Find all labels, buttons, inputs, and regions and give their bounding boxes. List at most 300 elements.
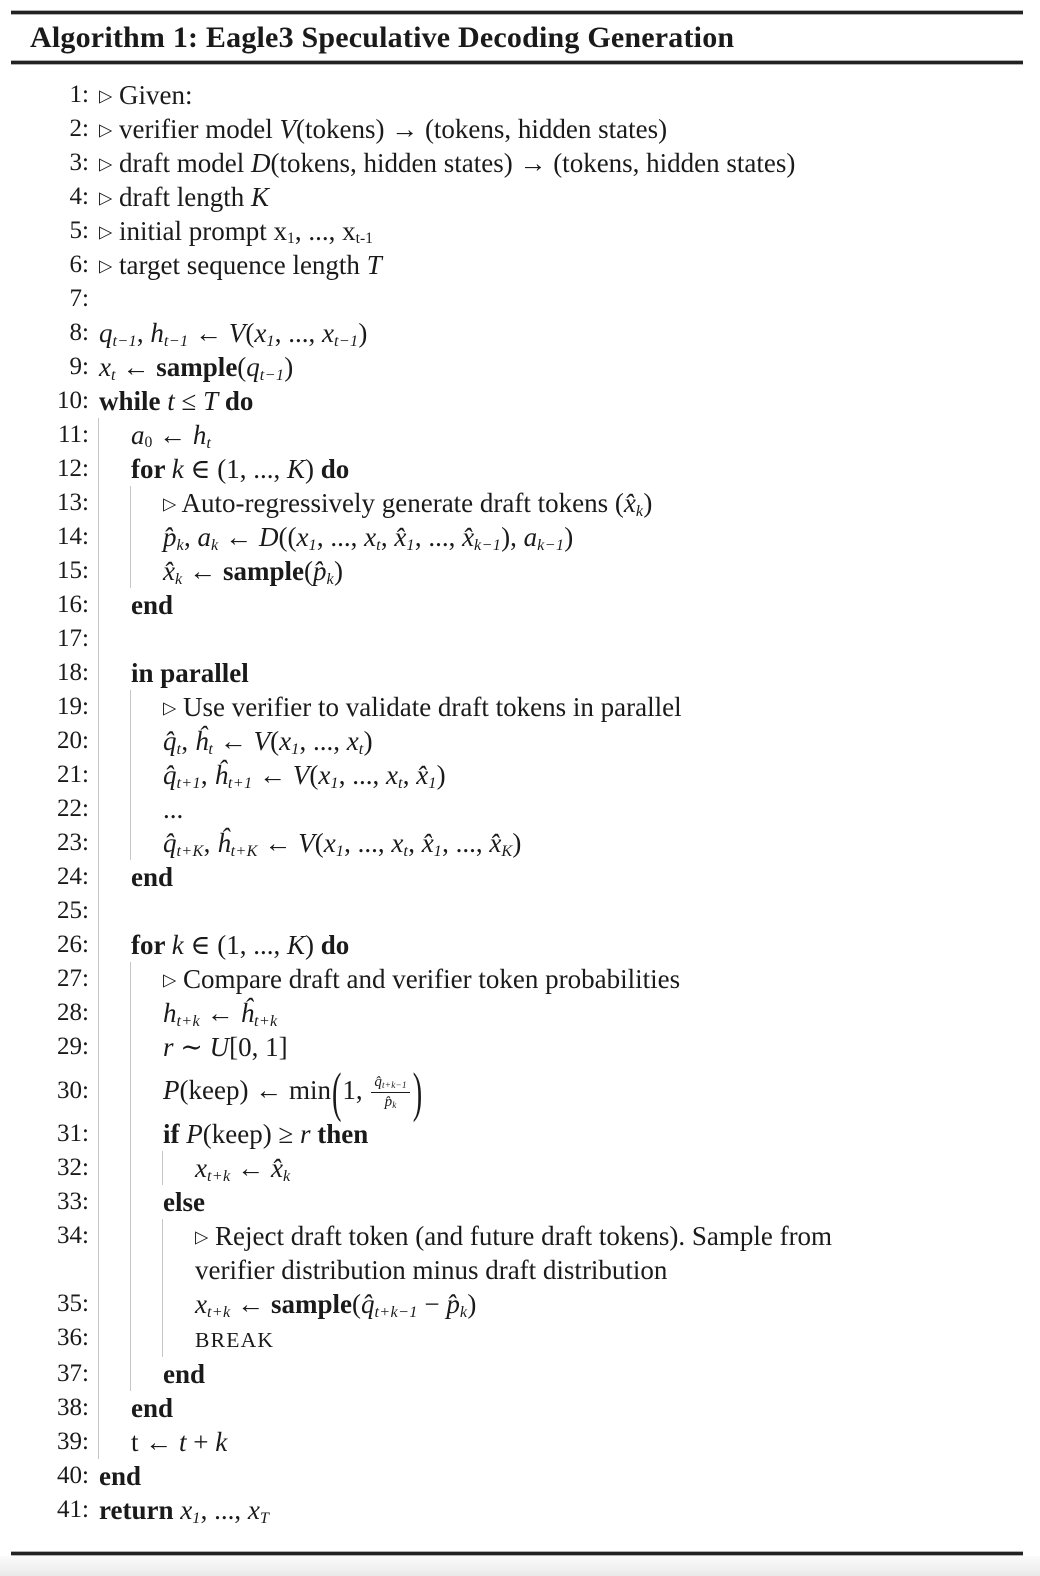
text-segment: x	[247, 1495, 260, 1525]
line-number: 3:	[69, 149, 89, 176]
text-segment: x	[195, 1153, 207, 1183]
line-number: 9:	[69, 353, 89, 380]
algorithm-line	[11, 1063, 1023, 1125]
text-segment: x̂	[394, 522, 407, 552]
text-segment: while	[99, 386, 168, 416]
text-segment: k	[392, 1100, 397, 1111]
line-content	[185, 1151, 1023, 1185]
line-content	[89, 350, 1023, 384]
text-segment: x̂	[421, 828, 434, 858]
indent-guide	[89, 588, 121, 622]
line-content	[153, 554, 1023, 588]
text-segment: q̂	[163, 760, 177, 790]
text-segment: t−1	[163, 331, 189, 350]
text-segment: ←	[218, 522, 259, 552]
indent-guide	[89, 1219, 121, 1253]
text-segment: (	[237, 352, 247, 382]
text-segment: D	[259, 522, 279, 552]
text-segment: if	[163, 1119, 187, 1149]
text-segment: ,	[200, 760, 215, 790]
comment-triangle-icon: ▷	[99, 86, 113, 107]
fraction	[371, 1074, 409, 1111]
indent-guide	[89, 894, 121, 928]
text-segment: )	[564, 522, 574, 552]
text-segment: a	[197, 522, 211, 552]
indent-guide	[89, 554, 121, 588]
line-number: 17:	[57, 625, 89, 652]
algorithm-line	[11, 282, 1023, 316]
text-segment: r	[163, 1032, 174, 1062]
text-segment: )	[643, 488, 653, 518]
text-segment: ←	[115, 352, 157, 382]
text-segment: V	[253, 726, 271, 756]
text-segment: k	[171, 930, 184, 960]
comment-triangle-icon: ▷	[99, 222, 113, 243]
indent-guide	[89, 1117, 121, 1151]
text-segment: t+k	[176, 1011, 201, 1030]
text-segment: for	[131, 930, 172, 960]
indent-guide	[89, 486, 121, 520]
text-segment: D	[251, 148, 271, 178]
line-number: 36:	[57, 1324, 89, 1351]
comment-triangle-icon: ▷	[99, 120, 113, 141]
indent-guide	[121, 554, 153, 588]
line-content	[89, 180, 1023, 214]
text-segment: ĥ	[194, 726, 209, 756]
text-segment: initial prompt x	[112, 216, 288, 246]
line-number: 26:	[57, 931, 89, 958]
text-segment: +	[186, 1427, 216, 1457]
line-content	[121, 928, 1023, 962]
text-segment: do	[320, 454, 350, 484]
text-segment: k	[171, 454, 184, 484]
text-segment: verifier model	[112, 114, 280, 144]
line-number: 21:	[57, 761, 89, 788]
algorithm-line	[11, 1117, 1023, 1151]
text-segment: t+k−1	[381, 1080, 407, 1091]
line-number: 32:	[57, 1154, 89, 1181]
line-content	[185, 1321, 1023, 1357]
text-segment: )	[467, 1289, 477, 1319]
text-segment: , ...,	[200, 1495, 248, 1525]
text-segment: ←	[230, 1289, 271, 1319]
line-content	[153, 520, 1023, 554]
text-segment: else	[163, 1187, 205, 1217]
text-segment: k	[211, 535, 219, 554]
line-content	[153, 996, 1023, 1030]
indent-guide	[121, 826, 153, 860]
indent-guide	[153, 1253, 185, 1287]
line-content	[185, 1253, 1023, 1287]
text-segment: t+1	[176, 773, 201, 792]
line-number: 14:	[57, 523, 89, 550]
line-number: 8:	[69, 319, 89, 346]
line-number: 37:	[57, 1360, 89, 1387]
text-segment: P	[186, 1119, 203, 1149]
line-content	[153, 1117, 1023, 1151]
text-segment: (keep) ≥	[202, 1119, 301, 1149]
indent-guide	[121, 1321, 153, 1357]
line-number: 2:	[69, 115, 89, 142]
text-segment: q	[246, 352, 260, 382]
text-segment: ←	[182, 556, 223, 586]
text-segment: do	[224, 386, 254, 416]
text-segment: x	[180, 1495, 193, 1525]
text-segment: 1	[330, 773, 339, 792]
algorithm-line	[11, 826, 1023, 860]
line-content	[89, 112, 1023, 146]
text-segment: )	[333, 556, 343, 586]
text-segment: ←	[213, 726, 254, 756]
algorithm-line	[11, 996, 1023, 1030]
text-segment: ←	[200, 998, 241, 1028]
indent-guide	[89, 418, 121, 452]
text-segment: sample	[156, 352, 238, 382]
text-segment: ←	[188, 318, 229, 348]
text-segment: then	[317, 1119, 369, 1149]
line-content	[89, 282, 1023, 316]
text-segment: V	[292, 760, 310, 790]
text-segment: q̂	[163, 726, 177, 756]
text-segment: (tokens, hidden states) → (tokens, hidden states)	[270, 148, 796, 178]
text-segment: P	[163, 1075, 180, 1105]
line-content: P(keep) ← min(1, $\frac{q̂t+k-1}{p̂k}$ )	[163, 1063, 423, 1125]
text-segment: ,	[136, 318, 151, 348]
line-number: 5:	[69, 217, 89, 244]
text-segment: , ..., x	[294, 216, 356, 246]
text-segment: Auto-regressively generate draft tokens (	[176, 488, 624, 518]
text-segment: 1,	[342, 1075, 370, 1105]
line-content	[153, 758, 1023, 792]
line-content	[153, 486, 1023, 520]
line-content	[121, 1391, 1023, 1425]
line-number: 38:	[57, 1394, 89, 1421]
comment-triangle-icon: ▷	[99, 154, 113, 175]
text-segment: p̂	[446, 1289, 460, 1319]
text-segment: x̂	[416, 760, 429, 790]
text-segment: p̂	[163, 522, 177, 552]
line-number: 24:	[57, 863, 89, 890]
line-number: 1:	[69, 81, 89, 108]
line-number: 23:	[57, 829, 89, 856]
comment-triangle-icon: ▷	[99, 188, 113, 209]
algorithm-line	[11, 452, 1023, 486]
text-segment: Use verifier to validate draft tokens in parallel	[176, 692, 682, 722]
algorithm-line	[11, 928, 1023, 962]
algorithm-line	[11, 1357, 1023, 1391]
text-segment: draft model	[112, 148, 251, 178]
line-content	[153, 792, 1023, 826]
line-content	[185, 1287, 1023, 1321]
text-segment: 0	[144, 434, 153, 452]
line-number: 40:	[57, 1462, 89, 1489]
text-segment: 1	[308, 535, 317, 554]
line-number: 35:	[57, 1290, 89, 1317]
text-segment: t	[179, 1427, 187, 1457]
text-segment: , ...,	[344, 828, 392, 858]
line-content	[121, 656, 1023, 690]
text-segment: t	[397, 773, 403, 792]
line-number: 31:	[57, 1120, 89, 1147]
indent-guide	[121, 962, 153, 996]
line-content	[121, 860, 1023, 894]
text-segment: ∈ (1, ...,	[183, 930, 287, 960]
indent-guide	[89, 622, 121, 656]
line-number: 10:	[57, 387, 89, 414]
algorithm-line	[11, 486, 1023, 520]
indent-guide	[121, 1030, 153, 1064]
text-segment: k−1	[474, 535, 502, 554]
indent-guide	[89, 1321, 121, 1357]
indent-guide	[121, 1253, 153, 1287]
text-segment: (	[309, 760, 319, 790]
text-segment: t−1	[112, 331, 137, 350]
text-segment: end	[163, 1359, 206, 1389]
text-segment: t	[206, 433, 212, 452]
algorithm-line	[11, 214, 1023, 248]
text-segment: 1	[192, 1508, 201, 1527]
line-content	[153, 826, 1023, 860]
text-segment: p̂	[312, 556, 327, 586]
algorithm-line	[11, 1287, 1023, 1321]
text-segment: )	[358, 318, 368, 348]
indent-guide	[89, 724, 121, 758]
text-segment: ∼	[173, 1032, 210, 1062]
indent-guide	[121, 792, 153, 826]
text-segment: x	[279, 726, 292, 756]
text-segment	[218, 386, 225, 416]
algorithm-line	[11, 554, 1023, 588]
text-segment: t	[176, 739, 182, 758]
text-segment: 1	[433, 841, 443, 860]
text-segment: k	[174, 569, 183, 588]
text-segment: (keep) ← min	[179, 1075, 331, 1105]
text-segment: q̂	[163, 828, 177, 858]
text-segment: ((	[278, 522, 297, 552]
text-segment: end	[131, 590, 174, 620]
line-content	[121, 418, 1023, 452]
text-segment: for	[131, 454, 172, 484]
text-segment: −	[417, 1289, 447, 1319]
indent-guide	[153, 1287, 185, 1321]
algorithm-line	[11, 622, 1023, 656]
text-segment: ∈ (1, ...,	[183, 454, 287, 484]
algorithm-line	[11, 1185, 1023, 1219]
comment-triangle-icon: ▷	[163, 698, 177, 719]
indent-guide	[121, 1117, 153, 1151]
algorithm-line	[11, 1030, 1023, 1064]
text-segment: r	[300, 1119, 311, 1149]
text-segment: x	[99, 352, 111, 382]
indent-guide	[89, 962, 121, 996]
algorithm-line	[11, 656, 1023, 690]
text-segment: , ...,	[274, 318, 322, 348]
algorithm-line	[11, 1493, 1023, 1527]
algorithm-line	[11, 1391, 1023, 1425]
line-content	[153, 962, 1023, 996]
text-segment: ĥ	[214, 760, 228, 790]
algorithm-line	[11, 1321, 1023, 1357]
algorithm-line	[11, 350, 1023, 384]
indent-guide	[89, 1030, 121, 1064]
text-segment: ←	[230, 1153, 271, 1183]
text-segment: end	[131, 862, 174, 892]
algorithm-line	[11, 520, 1023, 554]
text-segment: V	[228, 318, 246, 348]
line-number: 6:	[69, 251, 89, 278]
algorithm-line	[11, 248, 1023, 282]
text-segment: ←	[152, 420, 193, 450]
text-segment: Compare draft and verifier token probabilities	[176, 964, 681, 994]
text-segment: 1	[266, 331, 275, 350]
line-number: 4:	[69, 183, 89, 210]
line-content	[153, 1357, 1023, 1391]
text-segment: draft length	[112, 182, 251, 212]
text-segment: x	[254, 318, 267, 348]
text-segment: t+k	[206, 1302, 231, 1321]
algorithm-line	[11, 180, 1023, 214]
algorithm-line	[11, 690, 1023, 724]
text-segment: 1	[291, 739, 300, 758]
text-segment: Given:	[112, 80, 193, 110]
algorithm-line	[11, 724, 1023, 758]
indent-guide	[153, 1151, 185, 1185]
line-content	[89, 1493, 1023, 1527]
indent-guide	[89, 1425, 121, 1459]
text-segment: h	[150, 318, 164, 348]
line-content	[89, 78, 1023, 112]
text-segment: (	[245, 318, 255, 348]
text-segment: 1	[406, 535, 415, 554]
text-segment: ←	[252, 760, 293, 790]
text-segment: 1	[287, 230, 295, 248]
text-segment: t	[403, 841, 409, 860]
text-segment: V	[298, 828, 315, 858]
line-number: 18:	[57, 659, 89, 686]
indent-guide	[89, 452, 121, 486]
text-segment: K	[286, 454, 305, 484]
indent-guide	[121, 1185, 153, 1219]
line-number: 39:	[57, 1428, 89, 1455]
indent-guide	[89, 928, 121, 962]
indent-guide	[121, 758, 153, 792]
text-segment: h	[163, 998, 177, 1028]
indent-guide	[121, 724, 153, 758]
indent-guide	[89, 656, 121, 690]
indent-guide	[89, 1064, 121, 1117]
text-segment: x	[346, 726, 359, 756]
text-segment: k	[215, 1427, 228, 1457]
text-segment: )	[284, 352, 294, 382]
line-number: 20:	[57, 727, 89, 754]
algorithm-title: Algorithm 1: Eagle3 Speculative Decoding Generation	[30, 21, 735, 54]
line-number: 41:	[57, 1496, 89, 1523]
indent-guide	[89, 996, 121, 1030]
text-segment: t+k	[206, 1166, 231, 1185]
line-number: 12:	[57, 455, 89, 482]
algorithm-body	[11, 65, 1023, 1531]
text-segment: T	[259, 1508, 270, 1527]
text-segment: x̂	[271, 1153, 283, 1183]
line-content	[89, 146, 1023, 180]
line-content	[121, 622, 1023, 656]
text-segment: )	[436, 760, 446, 790]
text-segment: end	[99, 1461, 142, 1491]
text-segment: t-1	[355, 230, 374, 248]
line-number	[11, 1253, 89, 1287]
line-number: 19:	[57, 693, 89, 720]
text-segment: k	[282, 1166, 291, 1185]
algorithm-line	[11, 1219, 1023, 1253]
indent-guide	[153, 1321, 185, 1357]
line-content	[89, 316, 1023, 350]
line-number: 22:	[57, 795, 89, 822]
indent-guide	[89, 860, 121, 894]
algorithm-line	[11, 792, 1023, 826]
text-segment: k−1	[537, 535, 565, 554]
algorithm-line	[11, 146, 1023, 180]
algorithm-box	[11, 10, 1023, 1556]
indent-guide	[89, 1287, 121, 1321]
text-segment: x̂	[462, 522, 475, 552]
text-segment: , ...,	[338, 760, 386, 790]
line-content	[153, 690, 1023, 724]
line-number: 7:	[69, 285, 89, 312]
text-segment: q	[99, 318, 113, 348]
indent-guide	[89, 1253, 121, 1287]
indent-guide	[121, 1287, 153, 1321]
algorithm-line	[11, 418, 1023, 452]
algorithm-line	[11, 384, 1023, 418]
indent-guide	[121, 520, 153, 554]
indent-guide	[121, 1151, 153, 1185]
text-segment: 1	[335, 841, 345, 860]
text-segment: t+k	[254, 1011, 278, 1030]
indent-guide	[89, 1185, 121, 1219]
text-segment: k	[459, 1302, 468, 1321]
line-number: 30:	[57, 1077, 89, 1104]
text-segment: in parallel	[131, 658, 249, 688]
line-number: 11:	[57, 421, 89, 448]
text-segment: t	[376, 535, 381, 554]
text-segment: q̂	[374, 1074, 382, 1091]
text-segment: (	[314, 828, 324, 858]
text-segment: )	[512, 828, 522, 858]
fraction-numerator	[371, 1074, 409, 1093]
text-segment: a	[131, 420, 145, 450]
text-segment: x̂	[623, 488, 636, 518]
line-number: 13:	[57, 489, 89, 516]
text-segment: return	[99, 1495, 181, 1525]
text-segment: t+1	[227, 773, 253, 792]
indent-guide	[89, 826, 121, 860]
line-number: 25:	[57, 897, 89, 924]
algorithm-line	[11, 860, 1023, 894]
algorithm-line	[11, 758, 1023, 792]
indent-guide	[121, 1357, 153, 1391]
indent-guide	[121, 486, 153, 520]
algorithm-line	[11, 588, 1023, 622]
text-segment: , ...,	[316, 522, 365, 552]
text-segment: t	[208, 739, 214, 758]
indent-guide	[89, 1391, 121, 1425]
text-segment: K	[251, 182, 270, 212]
indent-guide	[121, 1219, 153, 1253]
indent-guide	[153, 1219, 185, 1253]
comment-triangle-icon: ▷	[99, 256, 113, 277]
line-content	[89, 384, 1023, 418]
line-content	[153, 1030, 1023, 1064]
